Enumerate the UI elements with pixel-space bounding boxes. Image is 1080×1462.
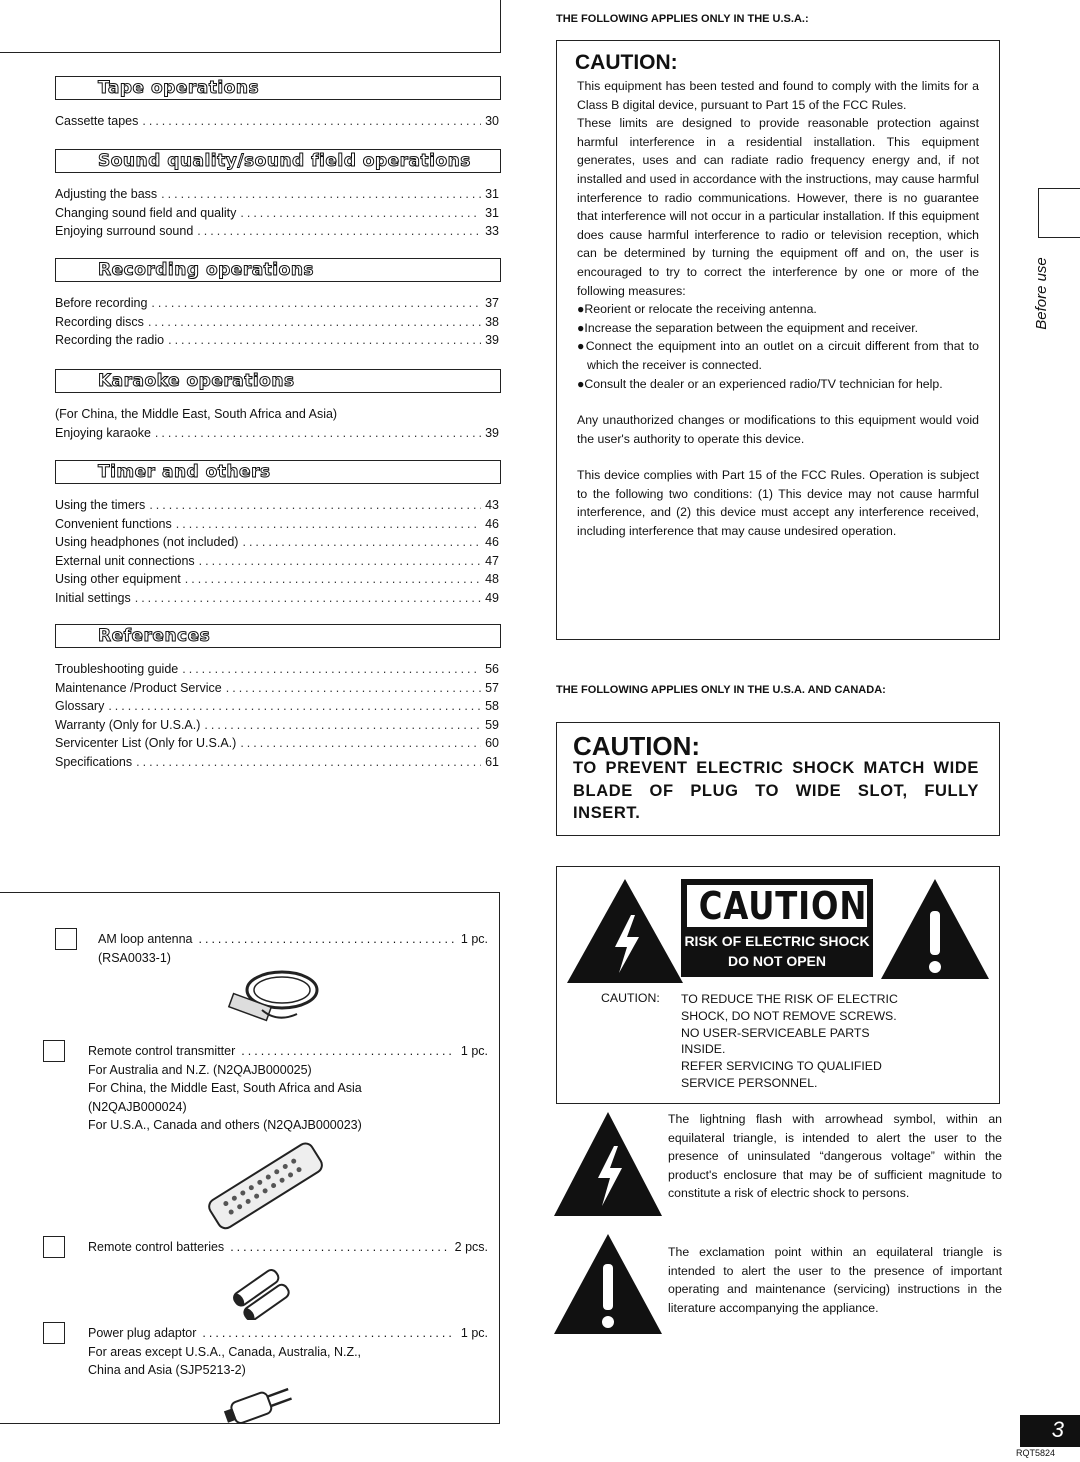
toc-entry-label: Using other equipment bbox=[55, 572, 181, 587]
toc-section-header bbox=[55, 369, 501, 393]
toc-entry-page: 48 bbox=[485, 572, 499, 587]
toc-section-title: Karaoke operations bbox=[98, 371, 295, 391]
toc-entry-label: Maintenance /Product Service bbox=[55, 680, 222, 695]
fcc-caution-body: This equipment has been tested and found to comply with the limits for a Class B digital device, pursuant to Part 15 of the FCC Rules. These limits are designed to provide reasonable protection against harmful interference in a residential installation. This equipment generates, uses and can radiate radio frequency energy and, if not installed and used in accordance with the instructions, may cause harmful interference to radio communications. However, there is no guarantee that interference will not occur in a particular installation. If this equipment does cause harmful interference to radio or television reception, which can be determined by turning the equipment off and on, the user is encouraged to try to correct the interference by one or more of the following measures: ●Reorient or relocate the receiving antenna. ●Increase the separation between the equipment and receiver. ●Connect the equipment into an outlet on a circuit different from that to which the receiver is connected. ●Consult the dealer or an experienced radio/TV technician for help. Any unauthorized changes or modifications to this equipment would void the user's authority to operate this device. This device complies with Part 15 of the FCC Rules. Operation is subject to the following two conditions: (1) This device may not cause harmful interference, and (2) this device must accept any interference received, including interference that may cause undesired operation. bbox=[577, 79, 979, 539]
toc-entry[interactable] bbox=[55, 533, 499, 552]
toc-section-title: Recording operations bbox=[98, 260, 315, 280]
toc-leader-dots bbox=[242, 533, 481, 552]
toc-section-title: Timer and others bbox=[98, 462, 271, 482]
toc-entry[interactable] bbox=[55, 697, 499, 716]
toc-entry-page: 31 bbox=[485, 187, 499, 201]
toc-entry-list bbox=[55, 112, 499, 131]
shock-caution-text: TO PREVENT ELECTRIC SHOCK MATCH WIDE BLADE OF PLUG TO WIDE SLOT, FULLY INSERT. bbox=[573, 759, 979, 822]
toc-leader-dots bbox=[108, 697, 481, 716]
toc-section-header bbox=[55, 76, 501, 100]
toc-entry-label: Glossary bbox=[55, 699, 105, 714]
toc-entry-list bbox=[55, 660, 499, 772]
toc-section-header bbox=[55, 624, 501, 648]
toc-entry-page: 46 bbox=[485, 535, 499, 550]
toc-entry-label: Using headphones (not included) bbox=[55, 535, 239, 550]
toc-leader-dots bbox=[148, 313, 481, 332]
toc-leader-dots bbox=[240, 734, 481, 753]
top-blank-box bbox=[0, 0, 501, 53]
accessory-am-antenna: AM loop antenna ..... 1 pc. (RSA0033-1) bbox=[98, 930, 488, 967]
checkbox-batteries[interactable] bbox=[43, 1236, 65, 1258]
toc-leader-dots bbox=[197, 222, 481, 241]
toc-entry[interactable] bbox=[55, 734, 499, 753]
toc-leader-dots bbox=[135, 589, 481, 608]
toc-entry-label: Initial settings bbox=[55, 590, 131, 605]
toc-entry[interactable] bbox=[55, 589, 499, 608]
lightning-symbol-text: The lightning flash with arrowhead symbol, within an equilateral triangle, is intended to alert the user to the presence of uninsulated “dangerous voltage” within the product's enclosure that may be of sufficient magnitude to constitute a risk of electric shock to persons. bbox=[668, 1112, 1002, 1201]
toc-entry-page: 33 bbox=[485, 224, 499, 239]
toc-leader-dots bbox=[204, 716, 481, 735]
toc-entry-label: Specifications bbox=[55, 754, 133, 769]
toc-entry-page: 58 bbox=[485, 699, 499, 714]
side-tab-label: Before use bbox=[1032, 257, 1050, 330]
side-index-box bbox=[1038, 188, 1080, 238]
toc-section-note: (For China, the Middle East, South Africa and Asia) bbox=[55, 407, 338, 421]
plug-adaptor-icon bbox=[222, 1385, 302, 1425]
lightning-symbol-icon bbox=[552, 1110, 664, 1220]
accessory-plug-adaptor: Power plug adaptor ..... 1 pc. For areas except U.S.A., Canada, Australia, N.Z., China and Asia (SJP5213-2) bbox=[88, 1324, 488, 1380]
toc-entry[interactable] bbox=[55, 515, 499, 534]
exclamation-triangle-icon bbox=[879, 877, 991, 981]
toc-entry-label: Changing sound field and quality bbox=[55, 205, 237, 220]
toc-entry-page: 30 bbox=[485, 114, 499, 128]
toc-leader-dots bbox=[185, 570, 481, 589]
toc-entry-label: Enjoying karaoke bbox=[55, 425, 151, 440]
toc-entry[interactable] bbox=[55, 679, 499, 698]
toc-leader-dots bbox=[199, 552, 481, 571]
toc-entry-label: Adjusting the bass bbox=[55, 187, 158, 201]
toc-entry-page: 61 bbox=[485, 754, 499, 769]
toc-leader-dots bbox=[155, 424, 481, 443]
toc-entry[interactable] bbox=[55, 570, 499, 589]
toc-entry-label: Recording the radio bbox=[55, 333, 165, 348]
toc-section-title: References bbox=[98, 626, 211, 646]
toc-entry-page: 39 bbox=[485, 425, 499, 440]
toc-entry[interactable] bbox=[55, 660, 499, 679]
toc-entry-label: Warranty (Only for U.S.A.) bbox=[55, 717, 201, 732]
remote-control-icon bbox=[200, 1140, 330, 1230]
page-number: 3 bbox=[1051, 1417, 1064, 1442]
toc-entry-page: 57 bbox=[485, 680, 499, 695]
exclamation-symbol-icon bbox=[552, 1232, 664, 1336]
toc-entry[interactable] bbox=[55, 185, 499, 204]
toc-leader-dots bbox=[142, 112, 481, 131]
fcc-caution-title: CAUTION: bbox=[575, 51, 678, 74]
exclamation-symbol-text: The exclamation point within an equilateral triangle is intended to alert the user to the presence of important operating and maintenance (servicing) instructions in the literature accompanying the appliance. bbox=[668, 1245, 1002, 1315]
toc-entry-label: Before recording bbox=[55, 296, 148, 310]
toc-entry-page: 56 bbox=[485, 662, 499, 676]
toc-entry-label: Recording discs bbox=[55, 314, 144, 329]
shock-caution-box bbox=[556, 722, 1000, 836]
caution-label-line1: RISK OF ELECTRIC SHOCK bbox=[684, 933, 870, 949]
toc-leader-dots bbox=[168, 331, 481, 350]
warning-label-box bbox=[556, 866, 1000, 1104]
batteries-icon bbox=[228, 1268, 298, 1320]
toc-entry[interactable] bbox=[55, 294, 499, 313]
toc-entry[interactable] bbox=[55, 222, 499, 241]
toc-entry[interactable] bbox=[55, 552, 499, 571]
toc-leader-dots bbox=[176, 515, 481, 534]
shock-caution-title: CAUTION: bbox=[573, 731, 701, 761]
fcc-label: THE FOLLOWING APPLIES ONLY IN THE U.S.A.: bbox=[556, 13, 809, 25]
toc-entry[interactable] bbox=[55, 331, 499, 350]
caution-label-big: CAUTION bbox=[698, 884, 868, 928]
toc-entry-list bbox=[55, 294, 499, 350]
toc-leader-dots bbox=[182, 660, 481, 679]
toc-entry[interactable] bbox=[55, 716, 499, 735]
toc-entry-list bbox=[55, 405, 499, 442]
toc-entry-label: Using the timers bbox=[55, 498, 146, 512]
toc-entry[interactable] bbox=[55, 424, 499, 443]
page-number-box bbox=[1020, 1415, 1080, 1447]
toc-leader-dots bbox=[226, 679, 481, 698]
toc-entry-page: 47 bbox=[485, 553, 499, 568]
toc-entry[interactable] bbox=[55, 313, 499, 332]
checkbox-plug-adaptor[interactable] bbox=[43, 1322, 65, 1344]
accessory-remote: Remote control transmitter ..... 1 pc. For Australia and N.Z. (N2QAJB000025) For China, the Middle East, South Africa and Asia (N2QAJB000024) For U.S.A., Canada and others (N2QAJB000023) bbox=[88, 1042, 488, 1135]
toc-entry-page: 31 bbox=[485, 205, 499, 220]
toc-entry-page: 39 bbox=[485, 333, 499, 348]
toc-leader-dots bbox=[149, 496, 481, 515]
toc-entry-page: 49 bbox=[485, 590, 499, 605]
warning-text: TO REDUCE THE RISK OF ELECTRIC SHOCK, DO NOT REMOVE SCREWS. NO USER-SERVICEABLE PARTS INSIDE. REFER SERVICING TO QUALIFIED SERVICE PERSONNEL. bbox=[681, 992, 898, 1090]
toc-entry[interactable] bbox=[55, 112, 499, 131]
toc-entry-label: Enjoying surround sound bbox=[55, 224, 194, 239]
toc-entry-page: 46 bbox=[485, 516, 499, 531]
toc-leader-dots bbox=[161, 185, 481, 204]
toc-leader-dots bbox=[151, 294, 481, 313]
warning-prefix: CAUTION: bbox=[601, 991, 660, 1005]
toc-entry-label: Cassette tapes bbox=[55, 114, 139, 128]
accessory-batteries: Remote control batteries ..... 2 pcs. bbox=[88, 1238, 488, 1257]
caution-label-line2: DO NOT OPEN bbox=[727, 953, 826, 969]
lightning-triangle-icon bbox=[565, 877, 685, 985]
toc-entry[interactable] bbox=[55, 496, 499, 515]
toc-leader-dots bbox=[136, 753, 481, 772]
toc-entry-label: Servicenter List (Only for U.S.A.) bbox=[55, 736, 237, 751]
toc-entry[interactable] bbox=[55, 753, 499, 772]
toc-entry-label: Troubleshooting guide bbox=[55, 662, 179, 676]
toc-entry-page: 37 bbox=[485, 296, 499, 310]
toc-entry-page: 59 bbox=[485, 717, 499, 732]
fcc-caution-box bbox=[556, 40, 1000, 640]
toc-section-header bbox=[55, 460, 501, 484]
toc-entry-label: Convenient functions bbox=[55, 516, 172, 531]
toc-entry[interactable] bbox=[55, 204, 499, 223]
toc-entry-page: 60 bbox=[485, 736, 499, 751]
am-antenna-icon bbox=[222, 968, 322, 1028]
side-tab bbox=[1030, 250, 1070, 350]
toc-entry-page: 38 bbox=[485, 314, 499, 329]
toc-section-header bbox=[55, 258, 501, 282]
toc-entry-list bbox=[55, 496, 499, 608]
shock-label: THE FOLLOWING APPLIES ONLY IN THE U.S.A. AND CANADA: bbox=[556, 684, 886, 696]
toc-entry-list bbox=[55, 185, 499, 241]
toc-entry-label: External unit connections bbox=[55, 553, 195, 568]
checkbox-remote[interactable] bbox=[43, 1040, 65, 1062]
toc-section-header bbox=[55, 149, 501, 173]
checkbox-am-antenna[interactable] bbox=[55, 928, 77, 950]
toc-section-title: Sound quality/sound field operations bbox=[98, 151, 471, 171]
model-code: RQT5824 bbox=[1016, 1448, 1056, 1458]
toc-entry-page: 43 bbox=[485, 498, 499, 512]
caution-label-panel bbox=[681, 879, 873, 977]
toc-section-title: Tape operations bbox=[98, 78, 260, 98]
toc-leader-dots bbox=[240, 204, 481, 223]
